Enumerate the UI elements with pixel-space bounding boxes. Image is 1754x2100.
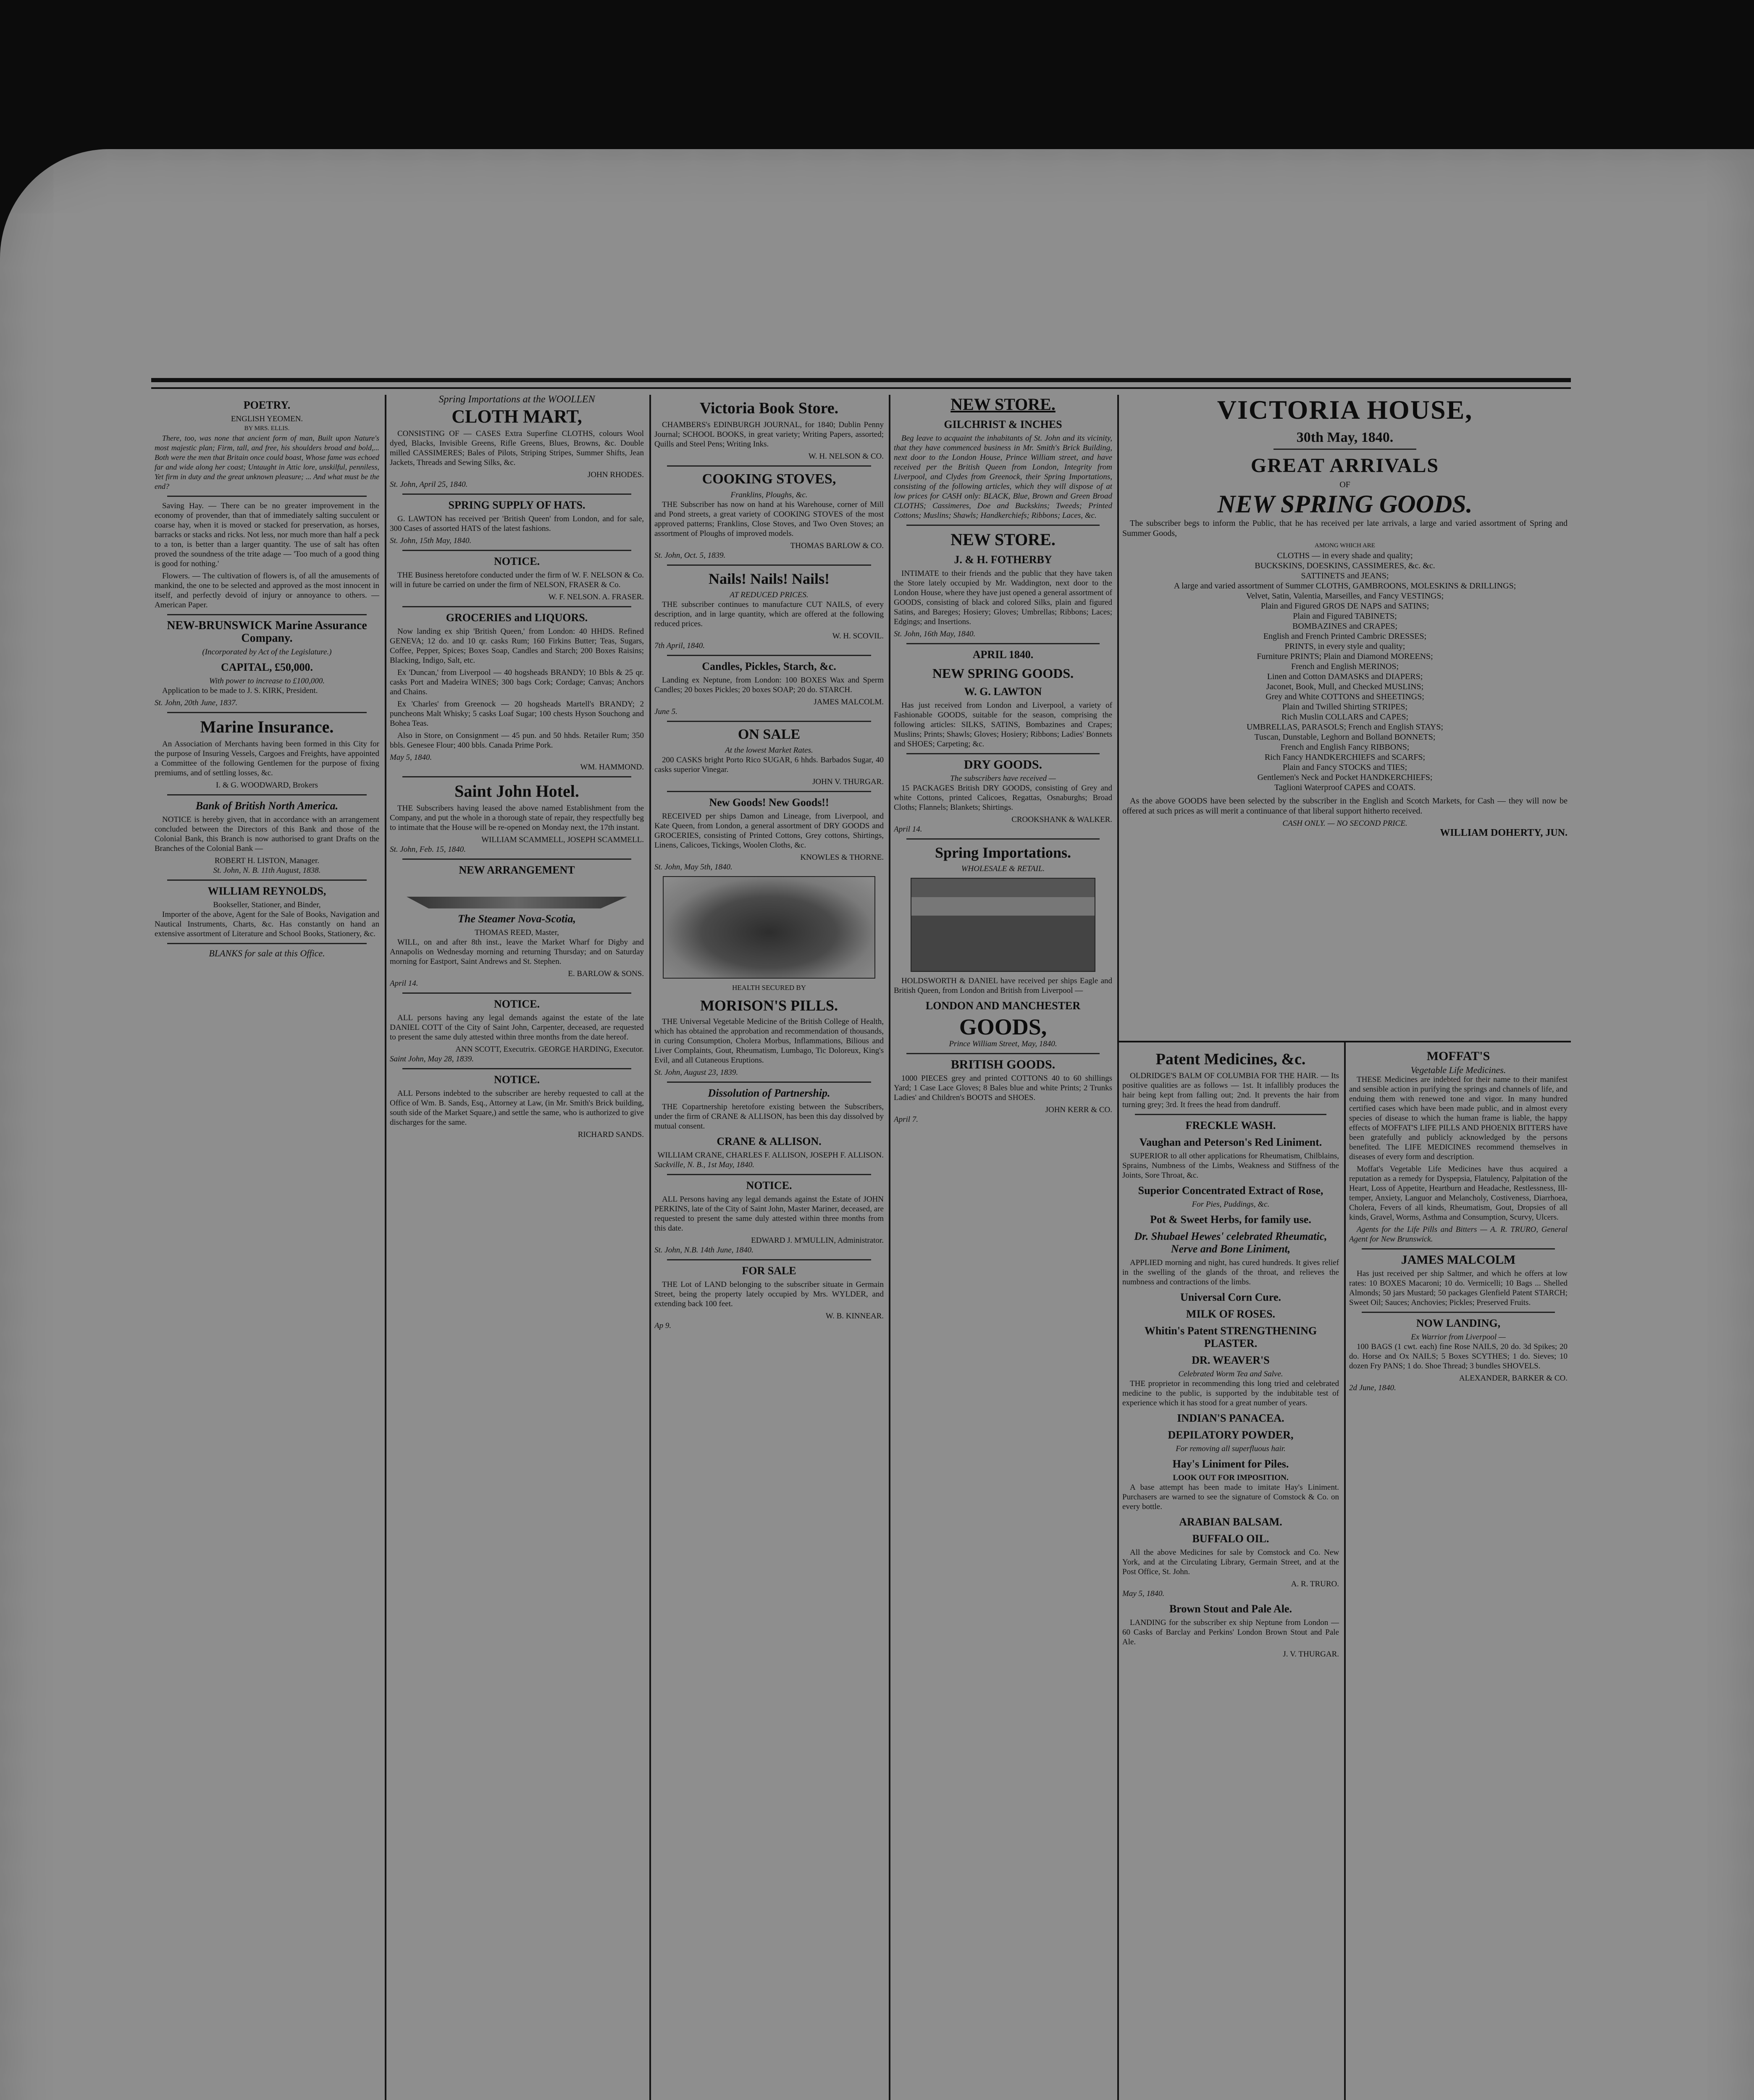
column-rule bbox=[1344, 1042, 1346, 2100]
among-which: AMONG WHICH ARE bbox=[1315, 542, 1375, 549]
steamer-date: April 14. bbox=[390, 979, 418, 988]
rose-title: Superior Concentrated Extract of Rose, bbox=[1138, 1184, 1323, 1197]
column-5-right bbox=[1349, 1046, 1568, 2100]
bank-sign: ROBERT H. LISTON, Manager. bbox=[214, 856, 320, 865]
separator bbox=[667, 721, 871, 722]
freckle-title: FRECKLE WASH. bbox=[1185, 1119, 1276, 1131]
moffat-text2: Moffat's Vegetable Life Medicines have thus acquired a reputation as a remedy for Dyspepsia, Flatulency, Palpitation of the Heart, Loss of Appetite, Heartburn and Headache, Restlessness, Ill-temper, Anxiety, Languor and Melancholy, Costiveness, Diarrhoea, Cholera, Fevers of all kinds, Rheumatism, Gout, Dropsies of all kinds, Gravel, Worms, Asthma and Consumption, Scurvy, Ulcers. bbox=[1349, 1165, 1568, 1222]
cloth-mart-sign: JOHN RHODES. bbox=[587, 470, 644, 479]
cloth-mart-date: St. John, April 25, 1840. bbox=[390, 480, 468, 489]
vh-signature: WILLIAM DOHERTY, JUN. bbox=[1440, 827, 1568, 838]
spring-importations-title: Spring Importations. bbox=[935, 844, 1071, 861]
new-spring-goods: NEW SPRING GOODS. bbox=[1217, 490, 1473, 518]
weaver-sub: Celebrated Worm Tea and Salve. bbox=[1178, 1370, 1283, 1378]
malcolm-title: JAMES MALCOLM bbox=[1401, 1253, 1516, 1267]
vh-goods-item: French and English MERINOS; bbox=[1291, 662, 1399, 671]
steamer-title: The Steamer Nova-Scotia, bbox=[458, 913, 576, 925]
victoria-book-title: Victoria Book Store. bbox=[699, 399, 839, 417]
british-goods-title: BRITISH GOODS. bbox=[951, 1058, 1056, 1071]
vh-goods-item: BOMBAZINES and CRAPES; bbox=[1292, 622, 1398, 631]
dissolution-sign: WILLIAM CRANE, CHARLES F. ALLISON, JOSEPH F. ALLISON. bbox=[657, 1151, 884, 1160]
separator bbox=[906, 753, 1100, 754]
corn-cure: Universal Corn Cure. bbox=[1180, 1291, 1281, 1303]
groceries-date: May 5, 1840. bbox=[390, 753, 432, 762]
stout-text: LANDING for the subscriber ex ship Neptune from London — 60 Casks of Barclay and Perkins' London Brown Stout and Pale Ale. bbox=[1122, 1618, 1339, 1646]
column-3 bbox=[654, 395, 884, 2100]
separator bbox=[906, 1053, 1100, 1054]
separator bbox=[402, 606, 631, 607]
vh-goods-item: Rich Fancy HANDKERCHIEFS and SCARFS; bbox=[1264, 753, 1426, 762]
nb-marine-date: St. John, 20th June, 1837. bbox=[155, 698, 238, 707]
landing-title: NOW LANDING, bbox=[1416, 1317, 1501, 1329]
separator bbox=[667, 564, 871, 566]
british-goods-date: April 7. bbox=[894, 1115, 919, 1124]
top-rule-thin bbox=[151, 387, 1571, 389]
whitin-plaster: Whitin's Patent STRENGTHENING PLASTER. bbox=[1144, 1325, 1317, 1349]
vh-goods-item: Tuscan, Dunstable, Leghorn and Bolland BONNETS; bbox=[1254, 732, 1436, 742]
spring-importations-sub: WHOLESALE & RETAIL. bbox=[961, 864, 1045, 873]
notice2-sign: ANN SCOTT, Executrix. GEORGE HARDING, Executor. bbox=[455, 1045, 644, 1054]
bank-title: Bank of British North America. bbox=[195, 800, 339, 812]
victoria-book-sign: W. H. NELSON & CO. bbox=[808, 452, 884, 461]
vh-goods-item: Rich Muslin COLLARS and CAPES; bbox=[1281, 712, 1409, 722]
bank-date: St. John, N. B. 11th August, 1838. bbox=[213, 866, 321, 875]
malcolm-text: Has just received per ship Saltmer, and which he offers at low rates: 10 BOXES Macaroni; 10 do. Vermicelli; 10 Bags ... Shelled Almonds; 50 jars Mustard; 50 packages Glenfield Patent STARCH; Sweet Oil; Sauces; Anchovies; Pickles; Preserved Fruits. bbox=[1349, 1269, 1568, 1307]
stoves-sub: Franklins, Ploughs, &c. bbox=[730, 491, 808, 499]
newgoods-text: RECEIVED per ships Damon and Lineage, from Liverpool, and Kate Queen, from London, a general assortment of DRY GOODS and GROCERIES, consisting of Printed Cottons, Grey cottons, Shirtings, Linens, Calicoes, Tickings, Woolen Cloths, &c. bbox=[654, 812, 884, 850]
rose-sub: For Pies, Puddings, &c. bbox=[1192, 1200, 1270, 1209]
vh-goods-item: Velvet, Satin, Valentia, Marseilles, and Fancy VESTINGS; bbox=[1246, 591, 1444, 601]
hays-liniment: Hay's Liniment for Piles. bbox=[1172, 1458, 1289, 1470]
steamer-text: WILL, on and after 8th inst., leave the Market Wharf for Digby and Annapolis on Wednesday morning and returning Thursday; and on Saturday morning for Eastport, Saint Andrews and St. Stephen. bbox=[390, 938, 644, 966]
column-rule bbox=[385, 395, 386, 2100]
vh-goods-item: A large and varied assortment of Summer CLOTHS, GAMBROONS, MOLESKINS & DRILLINGS; bbox=[1174, 581, 1516, 591]
comstock-text: All the above Medicines for sale by Comstock and Co. New York, and at the Circulating Library, Germain Street, and at the Post Office, St. John. bbox=[1122, 1548, 1339, 1576]
groceries-consign: Also in Store, on Consignment — 45 pun. and 50 hhds. Retailer Rum; 350 bbls. Genesee Flour; 400 bbls. Canada Prime Pork. bbox=[390, 731, 644, 750]
steamer-master: THOMAS REED, Master, bbox=[475, 928, 559, 937]
separator bbox=[167, 712, 367, 713]
nails-date: 7th April, 1840. bbox=[654, 641, 705, 650]
vh-goods-item: Linen and Cotton DAMASKS and DIAPERS; bbox=[1267, 672, 1423, 681]
milk-of-roses: MILK OF ROSES. bbox=[1186, 1308, 1276, 1320]
moffat-agents: Agents for the Life Pills and Bitters — A. R. TRURO, General Agent for New Brunswick. bbox=[1349, 1225, 1568, 1244]
vh-goods-item: Furniture PRINTS; Plain and Diamond MOREENS; bbox=[1257, 652, 1433, 661]
goods-text: Prince William Street, May, 1840. bbox=[949, 1040, 1057, 1048]
notice-text: THE Business heretofore conducted under the firm of W. F. NELSON & Co. will in future be carried on under the firm of NELSON, FRASER & Co. bbox=[390, 571, 644, 589]
vh-goods-item: Plain and Twilled Shirting STRIPES; bbox=[1282, 702, 1408, 711]
depilatory-sub: For removing all superfluous hair. bbox=[1176, 1444, 1286, 1453]
new-store-title: NEW STORE. bbox=[951, 395, 1056, 414]
depilatory-title: DEPILATORY POWDER, bbox=[1168, 1429, 1294, 1441]
nb-marine-title: NEW-BRUNSWICK Marine Assurance Company. bbox=[167, 619, 367, 645]
vh-goods-item: Gentlemen's Neck and Pocket HANDKERCHIEFS; bbox=[1257, 773, 1433, 782]
separator bbox=[402, 992, 631, 994]
landing-date: 2d June, 1840. bbox=[1349, 1383, 1396, 1392]
nails-text: THE subscriber continues to manufacture CUT NAILS, of every description, and in large quantity, which are offered at the following reduced prices. bbox=[654, 600, 884, 628]
landing-text: 100 BAGS (1 cwt. each) fine Rose NAILS, 20 do. 3d Spikes; 20 do. Horse and Ox NAILS; 5 Boxes SCYTHES; 1 do. Sieves; 10 dozen Fry PANS; 1 do. Shoe Thread; 3 bundles SHOVELS. bbox=[1349, 1342, 1568, 1370]
new-store2-text: INTIMATE to their friends and the public that they have taken the Store lately occupied by Mr. Waddington, next door to the London House, where they have just opened a general assortment of GOODS, consisting of black and colored Silks, plain and figured Satins, and Bareges; Hosiery; Gloves; Umbrellas; Ribbons; Laces; Edgings; and Insertions. bbox=[894, 569, 1112, 626]
notice2-title: NOTICE. bbox=[494, 998, 540, 1010]
stout-sign: J. V. THURGAR. bbox=[1283, 1650, 1339, 1659]
holdsworth-text: HOLDSWORTH & DANIEL have received per ships Eagle and British Queen, from London and British from Liverpool — bbox=[894, 976, 1112, 995]
british-goods-sign: JOHN KERR & CO. bbox=[1045, 1105, 1112, 1114]
new-store-sub: GILCHRIST & INCHES bbox=[944, 418, 1062, 430]
separator bbox=[402, 776, 631, 777]
lookout-title: LOOK OUT FOR IMPOSITION. bbox=[1173, 1473, 1289, 1482]
vh-goods-item: Plain and Figured GROS DE NAPS and SATINS; bbox=[1260, 601, 1429, 611]
hotel-title: Saint John Hotel. bbox=[454, 782, 579, 801]
vh-intro: The subscriber begs to inform the Public, that he has received per late arrivals, a large and varied assortment of Spring and Summer Goods, bbox=[1122, 519, 1568, 538]
comstock-date: May 5, 1840. bbox=[1122, 1589, 1165, 1598]
capital: CAPITAL, £50,000. bbox=[221, 661, 313, 673]
vh-goods-item: Taglioni Waterproof CAPES and COATS. bbox=[1274, 783, 1416, 792]
vh-goods-item: English and French Printed Cambric DRESSES; bbox=[1263, 632, 1427, 641]
reynolds-text: Importer of the above, Agent for the Sale of Books, Navigation and Nautical Instruments, Charts, &c. Has constantly on hand an extensive assortment of Literature and School Books, Stationery, &c. bbox=[155, 910, 379, 938]
vh-goods-item: UMBRELLAS, PARASOLS; French and English STAYS; bbox=[1246, 722, 1444, 732]
forsale-title: FOR SALE bbox=[742, 1265, 796, 1277]
vh-cash: CASH ONLY. — NO SECOND PRICE. bbox=[1282, 819, 1407, 828]
nails-sign: W. H. SCOVIL. bbox=[832, 632, 884, 640]
candles-text: Landing ex Neptune, from London: 100 BOXES Wax and Sperm Candles; 20 boxes Pickles; 20 boxes SOAP; 20 do. STARCH. bbox=[654, 676, 884, 694]
notice3-sign: RICHARD SANDS. bbox=[578, 1130, 644, 1139]
dry-goods-date: April 14. bbox=[894, 825, 922, 834]
separator bbox=[906, 643, 1100, 644]
separator bbox=[906, 525, 1100, 526]
notice4-date: St. John, N.B. 14th June, 1840. bbox=[654, 1246, 754, 1255]
cloth-mart-text: CONSISTING OF — CASES Extra Superfine CLOTHS, colours Wool dyed, Blacks, Invisible Greens, Rifle Greens, Blues, Browns, &c. Double milled CASSIMERES; Bales of Pilots, Striping Stripes, Summer Shifts, Jean Jackets, Threads and Sewing Silks, &c. bbox=[390, 429, 644, 467]
newgoods-title: New Goods! New Goods!! bbox=[709, 796, 829, 808]
hats-text: G. LAWTON has received per 'British Queen' from London, and for sale, 300 Cases of assorted HATS of the latest fashions. bbox=[390, 514, 644, 533]
column-2 bbox=[390, 395, 644, 2100]
separator bbox=[667, 1259, 871, 1260]
onsale-sign: JOHN V. THURGAR. bbox=[812, 777, 884, 786]
separator bbox=[667, 1174, 871, 1175]
separator bbox=[667, 791, 871, 792]
separator bbox=[1273, 449, 1416, 450]
separator bbox=[402, 494, 631, 495]
groceries-title: GROCERIES and LIQUORS. bbox=[446, 612, 588, 624]
separator bbox=[1362, 1248, 1555, 1250]
forsale-text: THE Lot of LAND belonging to the subscriber situate in Germain Street, being the property lately occupied by Mrs. WYLDER, and extending back 100 feet. bbox=[654, 1280, 884, 1308]
vh-goods-item: Plain and Fancy STOCKS and TIES; bbox=[1282, 763, 1407, 772]
vaughan-title: Vaughan and Peterson's Red Liniment. bbox=[1139, 1136, 1322, 1148]
new-store2-sub: J. & H. FOTHERBY bbox=[954, 554, 1052, 566]
column-4 bbox=[894, 395, 1112, 2100]
separator bbox=[402, 550, 631, 551]
spring-goods-text: Has just received from London and Liverpool, a variety of Fashionable GOODS, suitable for the season, comprising the following articles: SILKS, SATINS, Bombazines and Crapes; Muslins; Prints; Shawls; Gloves; Hosiery; Ribbons; Ladies' Bonnets and SHOES; Carpeting; &c. bbox=[894, 701, 1112, 748]
separator bbox=[167, 614, 367, 615]
vh-goods-item: CLOTHS — in every shade and quality; bbox=[1277, 551, 1413, 560]
dry-goods-sub: The subscribers have received — bbox=[950, 774, 1056, 783]
new-store2-date: St. John, 16th May, 1840. bbox=[894, 630, 976, 638]
april-date: APRIL 1840. bbox=[972, 648, 1034, 661]
stout-title: Brown Stout and Pale Ale. bbox=[1169, 1603, 1292, 1615]
poem-text: There, too, was none that ancient form of man, Built upon Nature's most majestic plan; Firm, tall, and free, his shoulders broad and bold,... Both were the men that Britain once could boast, Whose fame was echoed far and wide along her coast; Untaught in Attic lore, unskilful, penniless, Yet firm in duty and the great unknown pleasure; ... And what must be the end? bbox=[155, 434, 379, 491]
hotel-text: THE Subscribers having leased the above named Establishment from the Company, and put the whole in a thorough state of repair, they respectfully beg to intimate that the House will be re-opened on Monday next, the 17th instant. bbox=[390, 804, 644, 832]
notice4-text: ALL Persons having any legal demands against the Estate of JOHN PERKINS, late of the City of Saint John, Master Mariner, deceased, are requested to present the same duly attested within three months from this date. bbox=[654, 1195, 884, 1233]
london-title: LONDON AND MANCHESTER bbox=[925, 1000, 1081, 1012]
newgoods-date: St. John, May 5th, 1840. bbox=[654, 863, 733, 872]
separator bbox=[167, 879, 367, 881]
notice3-title: NOTICE. bbox=[494, 1074, 540, 1086]
vh-goods-item: BUCKSKINS, DOESKINS, CASSIMERES, &c. &c. bbox=[1255, 561, 1435, 570]
goods-title: GOODS, bbox=[959, 1014, 1047, 1040]
notice4-sign: EDWARD J. M'MULLIN, Administrator. bbox=[751, 1236, 884, 1245]
forsale-sign: W. B. KINNEAR. bbox=[825, 1312, 884, 1320]
pills-date: St. John, August 23, 1839. bbox=[654, 1068, 738, 1077]
victoria-house-ad bbox=[1122, 395, 1568, 1042]
lookout-text: A base attempt has been made to imitate Hay's Liniment. Purchasers are warned to see the signature of Comstock & Co. on every bottle. bbox=[1122, 1483, 1339, 1511]
indian-panacea: INDIAN'S PANACEA. bbox=[1177, 1412, 1284, 1424]
forsale-date: Ap 9. bbox=[654, 1321, 672, 1330]
separator bbox=[402, 858, 631, 860]
notice2-text: ALL persons having any legal demands against the estate of the late DANIEL COTT of the City of Saint John, Carpenter, deceased, are requested to present the same duly attested within three months from the date hereof. bbox=[390, 1013, 644, 1042]
vh-goods-item: French and English Fancy RIBBONS; bbox=[1280, 743, 1410, 752]
separator bbox=[1362, 1312, 1555, 1313]
separator bbox=[167, 943, 367, 944]
vh-goods-item: Plain and Figured TABINETS; bbox=[1293, 612, 1397, 621]
column-rule bbox=[1117, 395, 1119, 2100]
vaughan-text: SUPERIOR to all other applications for Rheumatism, Chilblains, Sprains, Numbness of the Limbs, Weakness and Stiffness of the Joints, Sore Throat, &c. bbox=[1122, 1152, 1339, 1180]
victoria-house-date: 30th May, 1840. bbox=[1296, 430, 1394, 445]
poem-title: ENGLISH YEOMEN. bbox=[231, 415, 303, 423]
dry-goods-title: DRY GOODS. bbox=[964, 758, 1042, 772]
notice-title: NOTICE. bbox=[494, 555, 540, 567]
nb-marine-sub: (Incorporated by Act of the Legislature.) bbox=[202, 648, 332, 656]
hotel-sign: WILLIAM SCAMMELL, JOSEPH SCAMMELL. bbox=[481, 835, 644, 844]
storefront-engraving bbox=[911, 878, 1095, 972]
allegorical-engraving bbox=[663, 876, 875, 979]
dissolution-firm: CRANE & ALLISON. bbox=[717, 1135, 822, 1147]
nb-marine-text: Application to be made to J. S. KIRK, President. bbox=[162, 686, 318, 695]
separator bbox=[167, 496, 367, 497]
steamer-engraving bbox=[407, 879, 627, 908]
cloth-pre: Spring Importations at the WOOLLEN bbox=[438, 395, 595, 405]
separator bbox=[1135, 1114, 1326, 1115]
nails-sub: AT REDUCED PRICES. bbox=[730, 591, 809, 599]
comstock-sign: A. R. TRURO. bbox=[1291, 1580, 1339, 1588]
top-rule bbox=[151, 378, 1571, 382]
groceries-charles: Ex 'Charles' from Greenock — 20 hogsheads Martell's BRANDY; 2 puncheons Malt Whisky; 5 casks Loaf Sugar; 100 chests Hyson Souchong and Bohea Teas. bbox=[390, 700, 644, 728]
separator bbox=[667, 465, 871, 467]
candles-date: June 5. bbox=[654, 707, 677, 716]
victoria-house-title: VICTORIA HOUSE, bbox=[1217, 395, 1473, 425]
bank-text: NOTICE is hereby given, that in accordance with an arrangement concluded between the Directors of this Bank and those of the Colonial Bank, this Branch is now authorised to grant Drafts on the Branches of the Colonial Bank — bbox=[155, 815, 379, 853]
new-store2-title: NEW STORE. bbox=[951, 530, 1056, 549]
moffat-title: MOFFAT'S bbox=[1426, 1049, 1490, 1063]
dissolution-text: THE Copartnership heretofore existing between the Subscribers, under the firm of CRANE & ALLISON, has been this day dissolved by mutual consent. bbox=[654, 1102, 884, 1131]
newgoods-sign: KNOWLES & THORNE. bbox=[800, 853, 884, 862]
column-5-left bbox=[1122, 1046, 1339, 2100]
new-store-text: Beg leave to acquaint the inhabitants of St. John and its vicinity, that they have commenced business in Mr. Smith's Brick Building, next door to the London House, Prince William street, and have received per the British Queen from London, Integrity from Liverpool, and Clydes from Greenock, their Spring Importations, consisting of the following articles, which they will dispose of at low prices for CASH only: BLACK, Blue, Brown and Green Broad CLOTHS; Cassimeres, Doe and Buckskins; Tweeds; Printed Cottons; Muslins; Shawls; Handkerchiefs; Ribbons; Laces, &c. bbox=[894, 434, 1112, 520]
notice3-text: ALL Persons indebted to the subscriber are hereby requested to call at the Office of Wm. B. Sands, Esq., Attorney at Law, (in Mr. Smith's Brick building, south side of the Market Square,) and settle the same, who is authorized to give discharges for the same. bbox=[390, 1089, 644, 1127]
blanks-notice: BLANKS for sale at this Office. bbox=[209, 948, 325, 958]
oldridge-text: OLDRIDGE'S BALM OF COLUMBIA FOR THE HAIR. — Its positive qualities are as follows — 1st. It infallibly produces the hair being kept from falling out; 2nd. It prevents the hair from turning grey; 3rd. It frees the head from dandruff. bbox=[1122, 1071, 1339, 1109]
dry-goods-text: 15 PACKAGES British DRY GOODS, consisting of Grey and white Cottons, printed Calicoes, Regattas, Osnaburghs; Broad Cloths; Flannels; Blankets; Shirtings. bbox=[894, 784, 1112, 812]
moffat-sub: Vegetable Life Medicines. bbox=[1410, 1065, 1506, 1075]
victoria-book-text: CHAMBERS's EDINBURGH JOURNAL, for 1840; Dublin Penny Journal; SCHOOL BOOKS, in great variety; Writing Papers, assorted; Quills and Steel Pens; Writing Inks. bbox=[654, 420, 884, 449]
patent-title: Patent Medicines, &c. bbox=[1155, 1050, 1306, 1068]
separator bbox=[402, 1068, 631, 1069]
hotel-date: St. John, Feb. 15, 1840. bbox=[390, 845, 466, 854]
nails-title: Nails! Nails! Nails! bbox=[709, 570, 830, 587]
buffalo-oil: BUFFALO OIL. bbox=[1192, 1533, 1269, 1545]
hats-date: St. John, 15th May, 1840. bbox=[390, 536, 472, 545]
vh-goods-list bbox=[1122, 551, 1568, 793]
landing-sign: ALEXANDER, BARKER & CO. bbox=[1459, 1374, 1568, 1383]
steamer-sign: E. BARLOW & SONS. bbox=[568, 969, 644, 978]
poetry-header: POETRY. bbox=[243, 399, 291, 411]
vh-goods-item: SATTINETS and JEANS; bbox=[1301, 571, 1389, 580]
marine-insurance-sign: I. & G. WOODWARD, Brokers bbox=[216, 781, 318, 790]
marine-insurance-title: Marine Insurance. bbox=[200, 717, 334, 736]
harvest-article: Saving Hay. — There can be no greater improvement in the economy of provender, than that of immediately salting succulent or coarse hay, when it is moved or stacked for preservation, as horses, barracks or stacks and ricks. Not less, nor much more than half a peck to a ton, is better than a larger quantity. The use of salt has often proved the soundness of the trite adage — 'Too much of a good thing is good for nothing.' bbox=[155, 501, 379, 568]
dry-goods-sign: CROOKSHANK & WALKER. bbox=[1011, 815, 1112, 824]
pills-text: THE Universal Vegetable Medicine of the British College of Health, which has obtained the approbation and recommendation of thousands, in curing Consumption, Cholera Morbus, Inflammations, Bilious and Liver Complaints, Gout, Rheumatism, Lumbago, Tic Doloreux, King's Evil, and all Cutaneous Eruptions. bbox=[654, 1017, 884, 1065]
onsale-title: ON SALE bbox=[738, 727, 801, 742]
cloth-mart-title: CLOTH MART, bbox=[452, 406, 582, 427]
reynolds-sub: Bookseller, Stationer, and Binder, bbox=[213, 900, 321, 909]
hewes-title: Dr. Shubael Hewes' celebrated Rheumatic, Nerve and Bone Liniment, bbox=[1134, 1230, 1327, 1255]
great-arrivals: GREAT ARRIVALS bbox=[1250, 454, 1439, 477]
arabian-balsam: ARABIAN BALSAM. bbox=[1179, 1516, 1282, 1528]
spring-goods-sub: W. G. LAWTON bbox=[964, 685, 1042, 698]
victoria-house-bottom-rule bbox=[1117, 1041, 1571, 1042]
stoves-text: THE Subscriber has now on hand at his Warehouse, corner of Mill and Pond streets, a great variety of COOKING STOVES of the most approved patterns; Franklins, Close Stoves, and Two Oven Stoves; an assortment of Ploughs of improved models. bbox=[654, 500, 884, 538]
separator bbox=[667, 1082, 871, 1083]
pills-title: MORISON'S PILLS. bbox=[700, 997, 838, 1014]
column-1 bbox=[155, 395, 379, 2100]
column-rule bbox=[889, 395, 890, 2100]
weaver-text: THE proprietor in recommending this long tried and celebrated medicine to the public, is supported by the indubitable test of experience which it has stood for a great number of years. bbox=[1122, 1379, 1339, 1407]
poem-author: BY MRS. ELLIS. bbox=[244, 425, 290, 432]
weaver-title: DR. WEAVER'S bbox=[1192, 1354, 1270, 1366]
groceries-text: Now landing ex ship 'British Queen,' from London: 40 HHDS. Refined GENEVA; 12 do. and 10 qr. casks Rum; 160 Firkins Butter; Teas, Sugars, Coffee, Pepper, Spices; Boxes Soap, Candles and Starch; 200 Boxes Raisins; Blacking, Indigo, Salt, etc. bbox=[390, 627, 644, 665]
notice4-title: NOTICE. bbox=[746, 1179, 792, 1192]
landing-sub: Ex Warrior from Liverpool — bbox=[1411, 1333, 1506, 1341]
groceries-duncan: Ex 'Duncan,' from Liverpool — 40 hogsheads BRANDY; 10 Bbls & 25 qr. casks Port and Madeira WINES; 300 bags Cork; Cordage; Canvas; Anchors and Chains. bbox=[390, 668, 644, 696]
hats-title: SPRING SUPPLY OF HATS. bbox=[448, 499, 586, 511]
stoves-date: St. John, Oct. 5, 1839. bbox=[654, 551, 726, 560]
column-rule bbox=[649, 395, 651, 2100]
great-arrivals-of: OF bbox=[1339, 480, 1350, 489]
dissolution-title: Dissolution of Partnership. bbox=[708, 1087, 830, 1099]
stoves-title: COOKING STOVES, bbox=[702, 471, 836, 487]
spring-goods-title: NEW SPRING GOODS. bbox=[932, 666, 1074, 681]
notice2-date: Saint John, May 28, 1839. bbox=[390, 1055, 474, 1063]
arrangement-title: NEW ARRANGEMENT bbox=[459, 864, 575, 876]
vh-goods-item: Grey and White COTTONS and SHEETINGS; bbox=[1266, 692, 1424, 701]
candles-sign: JAMES MALCOLM. bbox=[814, 698, 884, 706]
marine-insurance-text: An Association of Merchants having been formed in this City for the purpose of Insuring Vessels, Cargoes and Freights, have appointed a Committee of the following Gentlemen for the purpose of fixing premiums, and of settling losses, &c. bbox=[155, 740, 379, 777]
vh-goods-item: Jaconet, Book, Mull, and Checked MUSLINS; bbox=[1266, 682, 1424, 691]
dissolution-date: Sackville, N. B., 1st May, 1840. bbox=[654, 1160, 754, 1169]
notice-sign: W. F. NELSON. A. FRASER. bbox=[548, 593, 644, 601]
groceries-sign: WM. HAMMOND. bbox=[580, 763, 644, 772]
separator bbox=[167, 794, 367, 795]
herbs-title: Pot & Sweet Herbs, for family use. bbox=[1150, 1213, 1311, 1226]
hewes-text: APPLIED morning and night, has cured hundreds. It gives relief in the swelling of the glands of the throat, and relieves the numbness and contractions of the limbs. bbox=[1122, 1258, 1339, 1286]
stoves-sign: THOMAS BARLOW & CO. bbox=[790, 541, 884, 550]
pills-caption: HEALTH SECURED BY bbox=[732, 984, 806, 992]
candles-title: Candles, Pickles, Starch, &c. bbox=[702, 660, 836, 672]
onsale-text: 200 CASKS bright Porto Rico SUGAR, 6 hhds. Barbados Sugar, 40 casks superior Vinegar. bbox=[654, 756, 884, 774]
onsale-sub: At the lowest Market Rates. bbox=[725, 746, 813, 755]
vh-goods-item: PRINTS, in every style and quality; bbox=[1284, 642, 1405, 651]
moffat-text: THESE Medicines are indebted for their name to their manifest and sensible action in purifying the springs and channels of life, and enduing them with renewed tone and vigor. In many hundred certified cases which have been made public, and in almost every species of disease to which the human frame is liable, the happy effects of MOFFAT'S LIFE PILLS AND PHOENIX BITTERS have been gratefully and publicly acknowledged by the persons benefited. The LIFE MEDICINES recommend themselves in diseases of every form and description. bbox=[1349, 1075, 1568, 1161]
separator bbox=[667, 655, 871, 656]
british-goods-text: 1000 PIECES grey and printed COTTONS 40 to 60 shillings Yard; 1 Case Lace Gloves; 8 Bales blue and white Prints; 2 Trunks Ladies' and Children's BOOTS and SHOES. bbox=[894, 1074, 1112, 1102]
flowers-article: Flowers. — The cultivation of flowers is, of all the amusements of mankind, the one to be selected and approved as the most innocent in itself, and perfectly devoid of injury or annoyance to others. — American Paper. bbox=[155, 572, 379, 609]
reynolds-title: WILLIAM REYNOLDS, bbox=[207, 885, 326, 897]
vh-footer: As the above GOODS have been selected by the subscriber in the English and Scotch Markets, for Cash — they will now be offered at such prices as will merit a continuance of that liberal support hitherto received. bbox=[1122, 796, 1568, 816]
capital-sub: With power to increase to £100,000. bbox=[209, 677, 325, 685]
newspaper-content bbox=[151, 378, 1571, 2100]
separator bbox=[906, 838, 1100, 840]
